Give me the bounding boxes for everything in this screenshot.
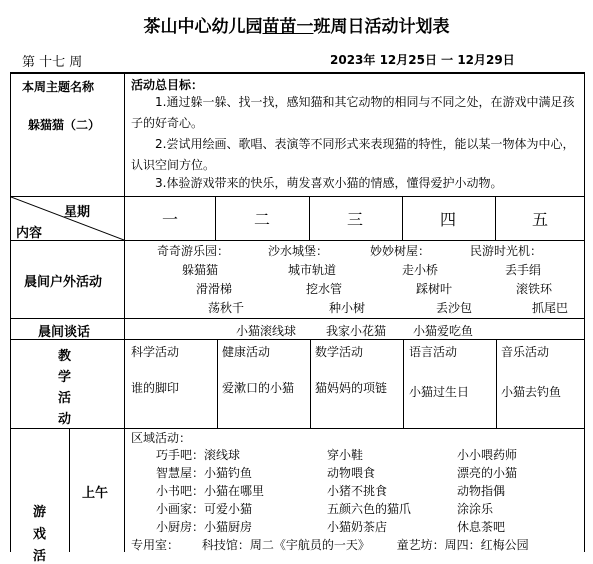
topic-science: 谁的脚印	[131, 381, 180, 395]
teaching-label-char: 教	[58, 349, 72, 364]
area-item: 穿小鞋	[327, 448, 364, 462]
weekday-star-label: 星期	[64, 205, 91, 220]
teaching-label-char: 活	[58, 391, 72, 406]
outdoor-item: 挖水管	[306, 282, 343, 296]
area-item: 五颜六色的猫爪	[327, 502, 412, 516]
weekday-wed: 三	[346, 210, 363, 229]
subject-science: 科学活动	[131, 345, 180, 359]
zone-label: 妙妙树屋：	[370, 244, 431, 258]
talk-item: 小猫滚线球	[236, 324, 297, 338]
outdoor-label: 晨间户外活动	[24, 275, 103, 290]
area-item: 小书吧：小猫在哪里	[156, 484, 265, 498]
goal-3: 3.体验游戏带来的快乐，萌发喜欢小猫的情感，懂得爱护小动物。	[155, 176, 503, 190]
outdoor-item: 丢手绢	[505, 263, 542, 277]
content-label: 内容	[16, 226, 43, 241]
title-prefix: 茶山中心幼儿园	[143, 17, 263, 37]
zone-label: 民游时光机：	[470, 244, 543, 258]
weekday-fri: 五	[531, 210, 548, 229]
week-number: 第 十七 周	[22, 55, 83, 70]
weekday-tue: 二	[253, 210, 270, 229]
subject-music: 音乐活动	[501, 345, 550, 359]
area-item: 小小喂药师	[457, 448, 518, 462]
talk-item: 我家小花猫	[326, 324, 387, 338]
teaching-label-char: 学	[58, 370, 72, 385]
area-item: 休息茶吧	[457, 520, 506, 534]
outdoor-item: 抓尾巴	[532, 301, 569, 315]
outdoor-item: 丢沙包	[436, 301, 473, 315]
outdoor-item: 城市轨道	[288, 263, 337, 277]
page-title	[0, 12, 593, 37]
area-item: 小猫奶茶店	[327, 520, 388, 534]
outdoor-item: 躲猫猫	[182, 263, 219, 277]
game-label-char: 活	[33, 549, 47, 564]
area-item: 漂亮的小猫	[457, 466, 518, 480]
talk-item: 小猫爱吃鱼	[413, 324, 474, 338]
game-label-char: 游	[33, 505, 47, 520]
goal-title: 活动总目标：	[131, 78, 204, 92]
outdoor-item: 滑滑梯	[196, 282, 233, 296]
subject-language: 语言活动	[409, 345, 458, 359]
topic-language: 小猫过生日	[409, 385, 470, 399]
topic-health: 爱漱口的小猫	[222, 381, 295, 395]
area-item: 巧手吧：滚线球	[156, 448, 241, 462]
weekday-thu: 四	[439, 210, 456, 229]
outdoor-item: 荡秋千	[208, 301, 245, 315]
area-title: 区域活动：	[131, 431, 192, 445]
outdoor-item: 种小树	[329, 301, 366, 315]
weekday-mon: 一	[161, 210, 178, 229]
special-rooms: 专用室： 科技馆：周二《宇航员的一天》 童艺坊：周四：红梅公园	[131, 538, 529, 552]
area-item: 小猪不挑食	[327, 484, 388, 498]
teaching-label-char: 动	[58, 412, 72, 427]
area-item: 小厨房：小猫厨房	[156, 520, 253, 534]
morning-label: 上午	[82, 486, 109, 501]
area-item: 动物喂食	[327, 466, 376, 480]
outdoor-item: 走小桥	[402, 263, 439, 277]
class-name: 苗苗一	[262, 17, 314, 37]
talk-label: 晨间谈话	[38, 325, 91, 340]
theme-header: 本周主题名称	[22, 80, 95, 94]
outdoor-item: 踩树叶	[416, 282, 453, 296]
goal-1: 1.通过躲一躲、找一找，感知猫和其它动物的相同与不同之处，在游戏中满足孩子的好奇心。	[131, 95, 575, 130]
theme-name: 躲猫猫（二）	[28, 118, 101, 132]
topic-music: 小猫去钓鱼	[501, 385, 562, 399]
zone-label: 奇奇游乐园：	[157, 244, 230, 258]
title-suffix: 班周日活动计划表	[313, 17, 450, 37]
outdoor-item: 滚铁环	[516, 282, 553, 296]
subject-math: 数学活动	[315, 345, 364, 359]
area-item: 智慧屋：小猫钓鱼	[156, 466, 253, 480]
topic-math: 猫妈妈的项链	[315, 381, 388, 395]
goal-2: 2.尝试用绘画、歌唱、表演等不同形式来表现猫的特性，能以某一物体为中心，认识空间方位。	[131, 137, 575, 172]
area-item: 小画家：可爱小猫	[156, 502, 253, 516]
game-label-char: 戏	[33, 527, 47, 542]
area-item: 动物指偶	[457, 484, 506, 498]
zone-label: 沙水城堡：	[268, 244, 329, 258]
date-range: 2023年 12月25日 一 12月29日	[330, 53, 515, 67]
area-item: 涂涂乐	[457, 502, 494, 516]
subject-health: 健康活动	[222, 345, 271, 359]
